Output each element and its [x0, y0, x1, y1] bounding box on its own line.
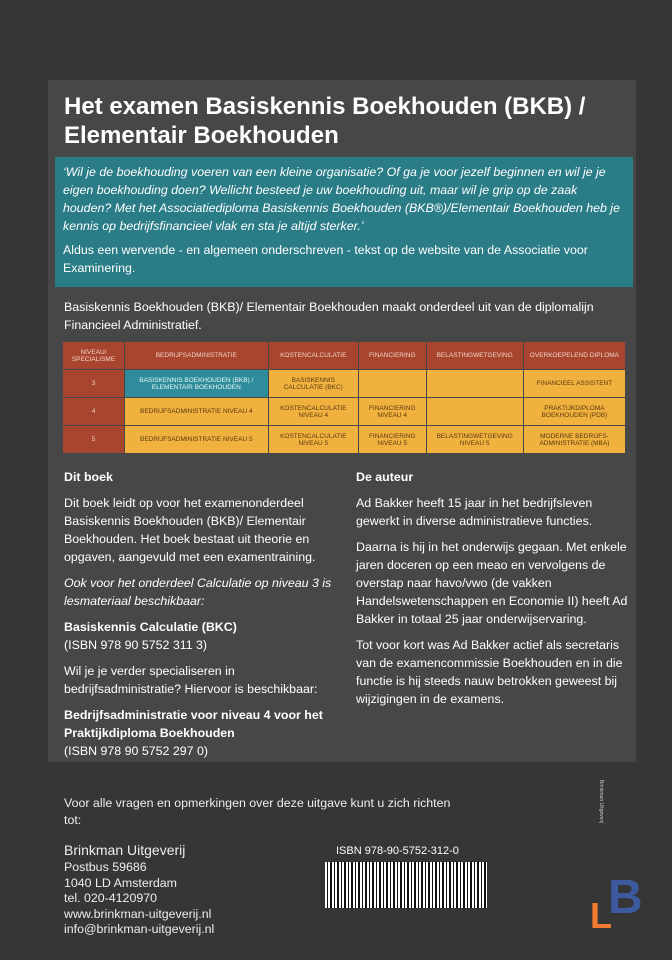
table-cell: BEDRIJFSADMINISTRATIE NIVEAU 4 — [125, 398, 269, 426]
header-cell: BEDRIJFSADMINISTRATIE — [125, 342, 269, 370]
table-cell: BEDRIJFSADMINISTRATIE NIVEAU 5 — [125, 426, 269, 454]
table-cell — [358, 370, 426, 398]
table-cell: PRAKTIJKDIPLOMA BOEKHOUDEN (PDB) — [523, 398, 625, 426]
spine-text: Brinkman Uitgeverij — [598, 780, 604, 824]
author-section — [356, 468, 628, 716]
header-cell: NIVEAU/ SPECIALISME — [63, 342, 125, 370]
related-title: Basiskennis Calculatie (BKC) — [64, 620, 237, 634]
quote-box — [55, 157, 633, 287]
email-link[interactable]: info@brinkman-uitgeverij.nl — [64, 922, 215, 936]
barcode — [325, 862, 487, 908]
table-cell: FINANCIERING NIVEAU 4 — [358, 398, 426, 426]
related-book — [64, 706, 340, 760]
address-line: 1040 LD Amsterdam — [64, 875, 177, 890]
table-cell: KOSTENCALCULATIE NIVEAU 4 — [268, 398, 358, 426]
section-heading: Dit boek — [64, 470, 113, 484]
table-cell: FINANCIERING NIVEAU 5 — [358, 426, 426, 454]
level-cell: 3 — [63, 370, 125, 398]
level-cell: 5 — [63, 426, 125, 454]
intro-text: Basiskennis Boekhouden (BKB)/ Elementair Boekhouden maakt onderdeel uit van de diplomalijn Financieel Administratief. — [64, 300, 594, 332]
quote-attribution: Aldus een wervende - en algemeen onderschreven - tekst op de website van de Associatie voor Examinering. — [63, 243, 588, 275]
quote-text: ‘Wil je de boekhouding voeren van een kleine organisatie? Of ga je voor jezelf beginnen en wil je je eigen boekhouding doen? Wellicht besteed je uw boekhouding uit, maar wil je grip op de zaak houden? Met het Associatiediploma Basiskennis Boekhouden (BKB®)/Elementair Boekhouden heb je kennis op bedrijfsfinancieel vlak en sta je altijd sterker.’ — [63, 165, 620, 233]
table-cell: KOSTENCALCULATIE NIVEAU 5 — [268, 426, 358, 454]
table-cell: MODERNE BEDRIJFS-ADMINISTRATIE (MBA) — [523, 426, 625, 454]
diploma-table — [62, 341, 626, 454]
header-cell: FINANCIERING — [358, 342, 426, 370]
table-cell — [426, 398, 523, 426]
table-header-row — [63, 342, 626, 370]
related-isbn: (ISBN 978 90 5752 297 0) — [64, 744, 208, 758]
publisher-logo-b: B — [608, 871, 643, 924]
isbn-label: ISBN 978-90-5752-312-0 — [336, 845, 459, 857]
table-cell — [426, 370, 523, 398]
table-cell: FINANCIEEL ASSISTENT — [523, 370, 625, 398]
publisher-name: Brinkman Uitgeverij — [64, 842, 186, 858]
website-link[interactable]: www.brinkman-uitgeverij.nl — [64, 906, 212, 921]
paragraph: Daarna is hij in het onderwijs gegaan. Met enkele jaren doceren op een meao en vervolgens de overstap naar havo/vwo (de vakken Handelswetenschappen en Economie II) heeft Ad Bakker in totaal 25 jaar onderwijservaring. — [356, 540, 628, 626]
paragraph: Tot voor kort was Ad Bakker actief als secretaris van de examencommissie Boekhouden en in die functie is hij steeds nauw betrokken geweest bij wijzigingen in de examens. — [356, 638, 623, 706]
address-line: Postbus 59686 — [64, 860, 147, 874]
table-row — [63, 370, 626, 398]
phone: tel. 020-4120970 — [64, 891, 158, 905]
publisher-logo-l: L — [590, 895, 612, 936]
paragraph: Ook voor het onderdeel Calculatie op niveau 3 is lesmateriaal beschikbaar: — [64, 576, 332, 608]
table-cell: BELASTINGWETGEVING NIVEAU 5 — [426, 426, 523, 454]
paragraph: Ad Bakker heeft 15 jaar in het bedrijfsleven gewerkt in diverse administratieve functies. — [356, 496, 593, 528]
header-cell: BELASTINGWETGEVING — [426, 342, 523, 370]
table-cell: BASISKENNIS BOEKHOUDEN (BKB) / ELEMENTAIR BOEKHOUDEN — [125, 370, 269, 398]
contact-text: Voor alle vragen en opmerkingen over deze uitgave kunt u zich richten tot: — [64, 796, 451, 827]
header-cell: KOSTENCALCULATIE — [268, 342, 358, 370]
table-row — [63, 398, 626, 426]
paragraph: Wil je je verder specialiseren in bedrijfsadministratie? Hiervoor is beschikbaar: — [64, 664, 318, 696]
header-cell: OVERKOEPELEND DIPLOMA — [523, 342, 625, 370]
paragraph: Dit boek leidt op voor het examenonderdeel Basiskennis Boekhouden (BKB)/ Elementair Boekhouden. Het boek bestaat uit theorie en opgaven, aangevuld met een examentraining. — [64, 496, 316, 564]
table-cell: BASISKENNIS CALCULATIE (BKC) — [268, 370, 358, 398]
level-cell: 4 — [63, 398, 125, 426]
related-title: Bedrijfsadministratie voor niveau 4 voor het Praktijkdiploma Boekhouden — [64, 708, 323, 740]
book-title: Het examen Basiskennis Boekhouden (BKB) / Elementair Boekhouden — [64, 93, 586, 149]
related-book — [64, 618, 340, 654]
book-section — [64, 468, 340, 768]
related-isbn: (ISBN 978 90 5752 311 3) — [64, 638, 208, 652]
section-heading: De auteur — [356, 470, 414, 484]
table-row — [63, 426, 626, 454]
